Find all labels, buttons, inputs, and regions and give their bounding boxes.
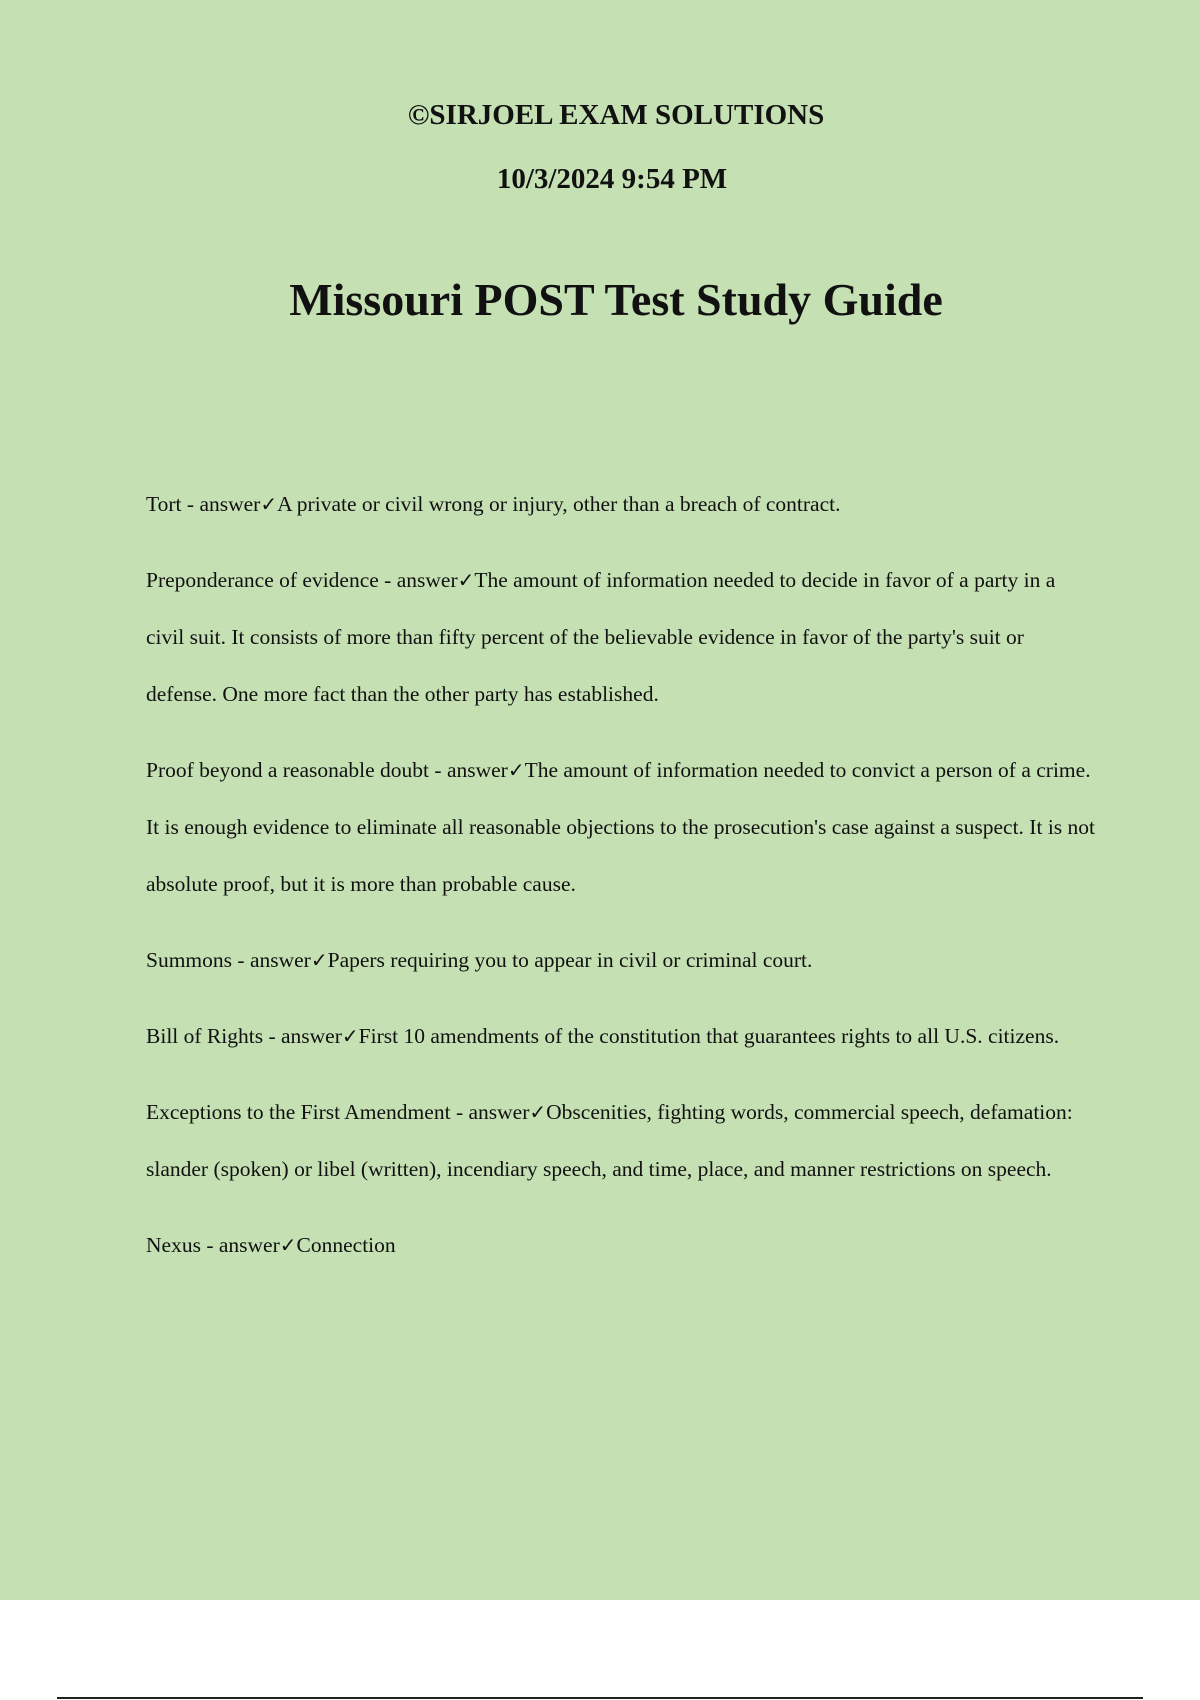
qa-item: Tort - answer✓A private or civil wrong or injury, other than a breach of contract. (146, 492, 841, 516)
qa-term: Bill of Rights (146, 1024, 264, 1048)
qa-definition: Connection (296, 1233, 396, 1257)
footer-rule (57, 1697, 1143, 1699)
qa-definition: Obscenities, fighting words, commercial speech, defamation: slander (spoken) or libel (written), incendiary speech, and time, place, and manner restrictions on speech. (146, 1100, 1073, 1181)
qa-definition: Papers requiring you to appear in civil or criminal court. (327, 948, 813, 972)
document-title: Missouri POST Test Study Guide (289, 274, 943, 325)
qa-answer-label: answer (218, 1233, 280, 1257)
qa-answer-label: answer (396, 568, 458, 592)
qa-term: Exceptions to the First Amendment (146, 1100, 451, 1124)
qa-item: Exceptions to the First Amendment - answer✓Obscenities, fighting words, commercial speech, defamation: slander (spoken) or libel (written), incendiary speech, and time, place, and manner restrictions on speech. (146, 1100, 1073, 1181)
date-header: 10/3/2024 9:54 PM (496, 163, 728, 195)
qa-answer-label: answer (199, 492, 261, 516)
check-icon: ✓ (260, 492, 278, 516)
qa-item: Summons - answer✓Papers requiring you to appear in civil or criminal court. (146, 948, 813, 972)
check-icon: ✓ (529, 1100, 547, 1124)
qa-definition: A private or civil wrong or injury, other than a breach of contract. (277, 492, 841, 516)
qa-definition: The amount of information needed to decide in favor of a party in a civil suit. It consists of more than fifty percent of the believable evidence in favor of the party's suit or defense. One more fact than the other party has established. (146, 568, 1056, 706)
qa-term: Summons (146, 948, 233, 972)
qa-term: Nexus (146, 1233, 201, 1257)
qa-term: Preponderance of evidence (146, 568, 379, 592)
qa-list (146, 476, 1096, 1293)
qa-item: Proof beyond a reasonable doubt - answer✓The amount of information needed to convict a person of a crime. It is enough evidence to eliminate all reasonable objections to the prosecution's case against a suspect. It is not absolute proof, but it is more than probable cause. (146, 758, 1096, 896)
qa-item: Nexus - answer✓Connection (146, 1233, 396, 1257)
qa-definition: First 10 amendments of the constitution that guarantees rights to all U.S. citizens. (358, 1024, 1060, 1048)
qa-item: Bill of Rights - answer✓First 10 amendments of the constitution that guarantees rights to all U.S. citizens. (146, 1024, 1060, 1048)
company-header: ©SIRJOEL EXAM SOLUTIONS (407, 99, 825, 131)
qa-term: Tort (146, 492, 182, 516)
qa-definition: The amount of information needed to convict a person of a crime. It is enough evidence to eliminate all reasonable objections to the prosecution's case against a suspect. It is not absolute proof, but it is more than probable cause. (146, 758, 1096, 896)
qa-item: Preponderance of evidence - answer✓The amount of information needed to decide in favor of a party in a civil suit. It consists of more than fifty percent of the believable evidence in favor of the party's suit or defense. One more fact than the other party has established. (146, 568, 1056, 706)
check-icon: ✓ (457, 568, 475, 592)
qa-answer-label: answer (446, 758, 508, 782)
check-icon: ✓ (507, 758, 525, 782)
check-icon: ✓ (341, 1024, 359, 1048)
qa-answer-label: answer (249, 948, 311, 972)
qa-term: Proof beyond a reasonable doubt (146, 758, 430, 782)
check-icon: ✓ (279, 1233, 297, 1257)
qa-answer-label: answer (281, 1024, 342, 1048)
qa-answer-label: answer (468, 1100, 530, 1124)
check-icon: ✓ (310, 948, 328, 972)
